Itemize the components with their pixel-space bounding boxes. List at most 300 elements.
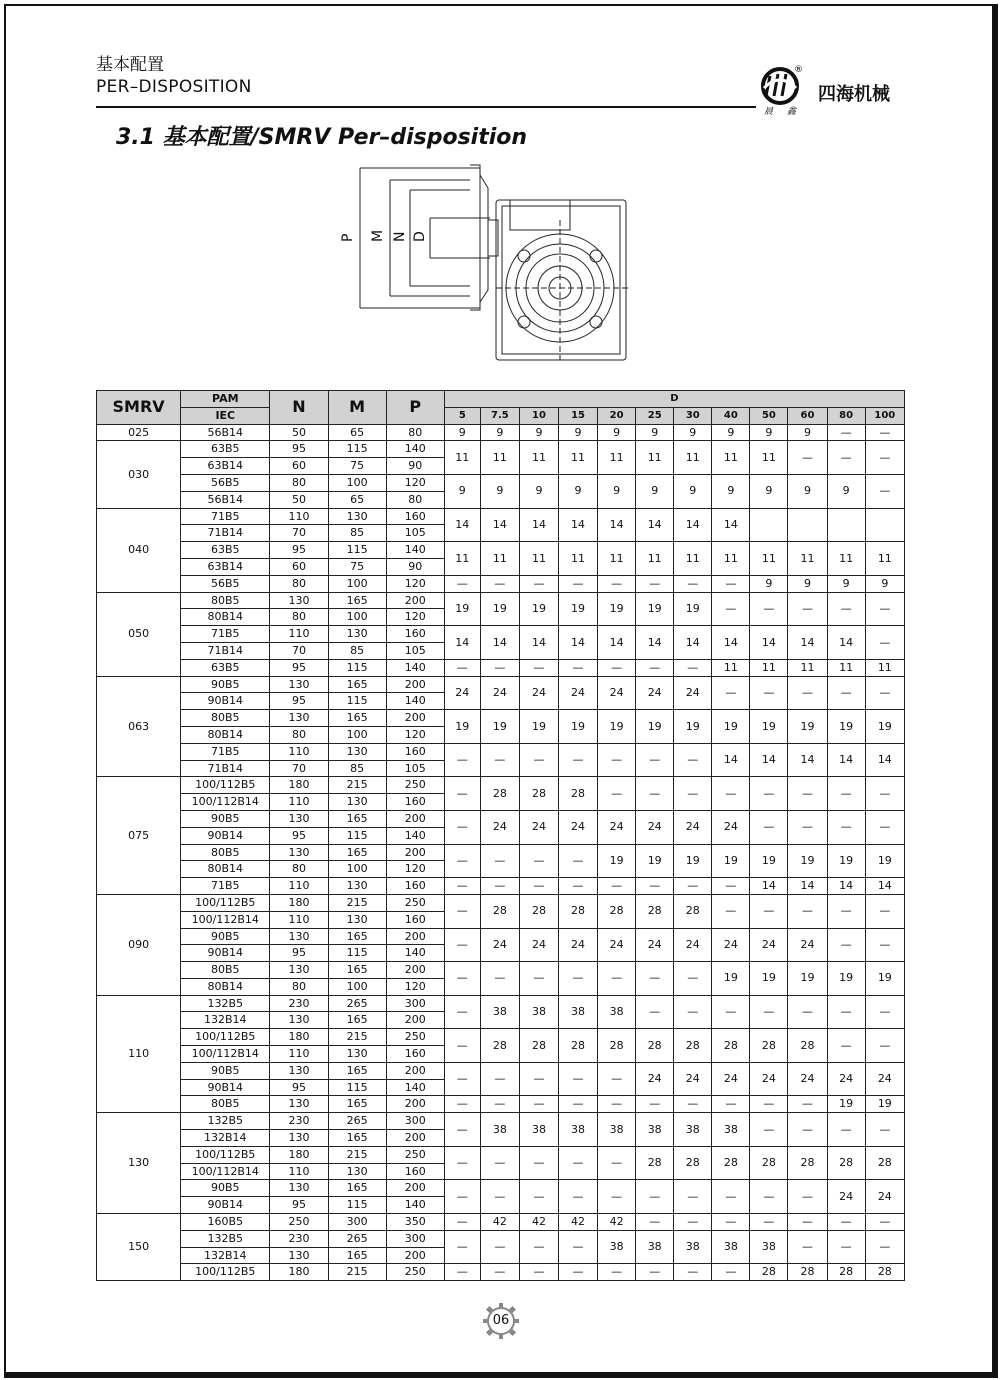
table-row <box>97 1146 905 1163</box>
d-value-cell: — <box>827 777 865 811</box>
d-value-cell: — <box>827 592 865 626</box>
n-cell: 95 <box>270 542 328 559</box>
iec-cell: 100/112B5 <box>181 1264 270 1281</box>
d-value-cell: — <box>788 1214 827 1231</box>
d-value-cell: — <box>712 777 750 811</box>
d-value-cell: 24 <box>674 676 712 710</box>
d-value-cell: — <box>598 743 636 777</box>
d-value-cell: 19 <box>519 710 558 744</box>
d-value-cell: 19 <box>636 844 674 878</box>
p-cell: 160 <box>386 508 444 525</box>
d-value-cell: — <box>559 659 598 676</box>
d-value-cell: — <box>559 962 598 996</box>
d-value-cell: 19 <box>480 710 519 744</box>
p-cell: 120 <box>386 726 444 743</box>
m-cell: 115 <box>328 827 386 844</box>
iec-cell: 90B5 <box>181 1180 270 1197</box>
p-cell: 140 <box>386 441 444 458</box>
d-value-cell: 24 <box>636 1062 674 1096</box>
d-value-cell: — <box>750 592 788 626</box>
n-cell: 130 <box>270 1062 328 1079</box>
iec-cell: 90B5 <box>181 810 270 827</box>
iec-cell: 132B14 <box>181 1130 270 1147</box>
m-cell: 85 <box>328 642 386 659</box>
iec-cell: 90B5 <box>181 928 270 945</box>
d-value-cell: 19 <box>827 710 865 744</box>
d-value-cell: 14 <box>827 743 865 777</box>
d-value-cell: — <box>674 1180 712 1214</box>
d-value-cell: — <box>636 659 674 676</box>
d-value-cell: — <box>598 777 636 811</box>
p-cell: 160 <box>386 794 444 811</box>
p-cell: 120 <box>386 575 444 592</box>
d-value-cell: 28 <box>788 1264 827 1281</box>
d-value-cell: 28 <box>674 1029 712 1063</box>
logo-chars: 晨鑫 <box>764 107 811 117</box>
d-value-cell: 28 <box>674 1146 712 1180</box>
d-value-cell: 38 <box>519 1113 558 1147</box>
d-size-header: 60 <box>788 407 827 424</box>
d-value-cell: — <box>788 995 827 1029</box>
d-size-header: 25 <box>636 407 674 424</box>
d-value-cell: 14 <box>674 626 712 660</box>
d-value-cell: 14 <box>865 743 904 777</box>
n-cell: 70 <box>270 525 328 542</box>
d-value-cell: 19 <box>750 844 788 878</box>
d-value-cell: — <box>444 575 480 592</box>
d-value-cell: — <box>865 676 904 710</box>
d-value-cell: 19 <box>827 1096 865 1113</box>
smrv-size-cell: 030 <box>97 441 181 508</box>
d-value-cell: 24 <box>788 928 827 962</box>
m-cell: 300 <box>328 1214 386 1231</box>
iec-cell: 90B14 <box>181 1079 270 1096</box>
d-value-cell: 28 <box>636 894 674 928</box>
d-value-cell: — <box>827 441 865 475</box>
d-value-cell: — <box>559 1180 598 1214</box>
p-cell: 120 <box>386 978 444 995</box>
d-value-cell: 14 <box>636 508 674 542</box>
n-cell: 95 <box>270 1079 328 1096</box>
d-value-cell: — <box>788 1180 827 1214</box>
n-cell: 80 <box>270 978 328 995</box>
d-value-cell: 19 <box>636 592 674 626</box>
d-value-cell: — <box>559 1096 598 1113</box>
col-header-n: N <box>270 391 328 425</box>
d-value-cell: 42 <box>559 1214 598 1231</box>
d-value-cell: 19 <box>788 710 827 744</box>
n-cell: 110 <box>270 1163 328 1180</box>
d-value-cell: — <box>598 1146 636 1180</box>
d-value-cell: — <box>674 878 712 895</box>
iec-cell: 90B5 <box>181 676 270 693</box>
table-row <box>97 424 905 441</box>
dim-label-d: D <box>412 231 428 242</box>
d-value-cell: — <box>480 1146 519 1180</box>
m-cell: 85 <box>328 760 386 777</box>
d-value-cell: 11 <box>480 542 519 576</box>
d-value-cell: — <box>674 1096 712 1113</box>
d-value-cell: 28 <box>827 1264 865 1281</box>
d-value-cell: — <box>444 1214 480 1231</box>
d-value-cell: — <box>480 1264 519 1281</box>
d-value-cell: 28 <box>788 1029 827 1063</box>
d-value-cell: 9 <box>598 424 636 441</box>
d-value-cell: 19 <box>865 962 904 996</box>
d-value-cell: 11 <box>519 542 558 576</box>
d-value-cell: — <box>712 592 750 626</box>
d-value-cell: — <box>788 1113 827 1147</box>
d-value-cell: 24 <box>519 676 558 710</box>
d-value-cell: — <box>674 575 712 592</box>
n-cell: 50 <box>270 424 328 441</box>
n-cell: 180 <box>270 1146 328 1163</box>
registered-mark: ® <box>794 65 803 75</box>
m-cell: 130 <box>328 1163 386 1180</box>
d-value-cell: 11 <box>559 542 598 576</box>
company-name: 四海机械 <box>818 84 890 105</box>
d-value-cell: 28 <box>559 1029 598 1063</box>
p-cell: 250 <box>386 777 444 794</box>
m-cell: 165 <box>328 1130 386 1147</box>
header-title-en: PER–DISPOSITION <box>96 77 252 97</box>
d-value-cell: 14 <box>480 508 519 542</box>
iec-cell: 63B5 <box>181 659 270 676</box>
m-cell: 215 <box>328 777 386 794</box>
d-value-cell: — <box>788 1230 827 1264</box>
d-value-cell: 28 <box>598 894 636 928</box>
d-value-cell: — <box>865 1113 904 1147</box>
page-number: 06 <box>492 1313 510 1328</box>
d-value-cell: — <box>750 995 788 1029</box>
d-value-cell: — <box>444 1029 480 1063</box>
p-cell: 140 <box>386 693 444 710</box>
table-row <box>97 676 905 693</box>
d-value-cell: — <box>519 1180 558 1214</box>
d-value-cell: 38 <box>598 1230 636 1264</box>
d-value-cell: 19 <box>444 710 480 744</box>
d-value-cell: 11 <box>674 542 712 576</box>
p-cell: 140 <box>386 827 444 844</box>
d-value-cell: — <box>750 894 788 928</box>
d-value-cell: 38 <box>559 995 598 1029</box>
d-value-cell: — <box>827 424 865 441</box>
d-value-cell <box>827 508 865 542</box>
d-value-cell: 14 <box>480 626 519 660</box>
m-cell: 100 <box>328 609 386 626</box>
d-value-cell: — <box>674 962 712 996</box>
table-row <box>97 1264 905 1281</box>
table-row <box>97 878 905 895</box>
d-value-cell: — <box>598 575 636 592</box>
d-value-cell: 11 <box>827 659 865 676</box>
d-value-cell: — <box>480 743 519 777</box>
d-size-header: 50 <box>750 407 788 424</box>
d-value-cell: — <box>636 777 674 811</box>
n-cell: 60 <box>270 558 328 575</box>
d-value-cell: — <box>827 995 865 1029</box>
d-value-cell: 28 <box>865 1146 904 1180</box>
d-value-cell: 14 <box>712 626 750 660</box>
n-cell: 110 <box>270 743 328 760</box>
d-value-cell: 14 <box>444 508 480 542</box>
d-value-cell: 9 <box>636 474 674 508</box>
d-value-cell: — <box>750 810 788 844</box>
d-value-cell: 14 <box>444 626 480 660</box>
p-cell: 200 <box>386 676 444 693</box>
d-value-cell: 28 <box>559 894 598 928</box>
d-value-cell: 24 <box>788 1062 827 1096</box>
d-value-cell: 42 <box>519 1214 558 1231</box>
d-value-cell: — <box>444 810 480 844</box>
per-disposition-table <box>96 390 905 1281</box>
iec-cell: 90B14 <box>181 1197 270 1214</box>
d-value-cell: — <box>559 575 598 592</box>
d-value-cell: 11 <box>636 441 674 475</box>
n-cell: 95 <box>270 693 328 710</box>
d-value-cell: — <box>712 575 750 592</box>
table-row <box>97 542 905 559</box>
iec-cell: 90B14 <box>181 945 270 962</box>
smrv-size-cell: 063 <box>97 676 181 777</box>
p-cell: 200 <box>386 1180 444 1197</box>
d-value-cell: — <box>519 743 558 777</box>
d-value-cell: 24 <box>598 676 636 710</box>
n-cell: 95 <box>270 659 328 676</box>
p-cell: 200 <box>386 1130 444 1147</box>
d-value-cell: — <box>480 962 519 996</box>
iec-cell: 100/112B5 <box>181 894 270 911</box>
table-row <box>97 508 905 525</box>
iec-cell: 71B14 <box>181 760 270 777</box>
d-value-cell: 24 <box>559 810 598 844</box>
d-value-cell: 11 <box>559 441 598 475</box>
m-cell: 75 <box>328 458 386 475</box>
d-value-cell: 24 <box>636 810 674 844</box>
d-value-cell: — <box>750 1180 788 1214</box>
m-cell: 165 <box>328 962 386 979</box>
p-cell: 80 <box>386 424 444 441</box>
d-value-cell: — <box>788 777 827 811</box>
table-row <box>97 810 905 827</box>
iec-cell: 80B5 <box>181 1096 270 1113</box>
iec-cell: 90B14 <box>181 827 270 844</box>
p-cell: 105 <box>386 525 444 542</box>
n-cell: 95 <box>270 441 328 458</box>
d-value-cell: 42 <box>598 1214 636 1231</box>
m-cell: 100 <box>328 726 386 743</box>
n-cell: 130 <box>270 710 328 727</box>
table-row <box>97 995 905 1012</box>
n-cell: 180 <box>270 777 328 794</box>
d-value-cell: 19 <box>865 710 904 744</box>
p-cell: 200 <box>386 1247 444 1264</box>
d-value-cell: 11 <box>712 441 750 475</box>
n-cell: 110 <box>270 1046 328 1063</box>
table-row <box>97 777 905 794</box>
d-value-cell: — <box>788 592 827 626</box>
iec-cell: 80B5 <box>181 592 270 609</box>
d-value-cell: — <box>636 575 674 592</box>
p-cell: 200 <box>386 592 444 609</box>
d-value-cell: 11 <box>444 441 480 475</box>
d-value-cell: — <box>444 962 480 996</box>
m-cell: 165 <box>328 592 386 609</box>
d-value-cell: — <box>444 1113 480 1147</box>
d-value-cell: — <box>827 928 865 962</box>
d-value-cell: 19 <box>636 710 674 744</box>
table-row <box>97 592 905 609</box>
iec-cell: 90B5 <box>181 1062 270 1079</box>
d-value-cell: 38 <box>636 1113 674 1147</box>
col-header-p: P <box>386 391 444 425</box>
d-value-cell: — <box>444 743 480 777</box>
d-value-cell: 38 <box>674 1113 712 1147</box>
d-value-cell: — <box>559 1264 598 1281</box>
d-value-cell: 9 <box>827 474 865 508</box>
d-value-cell: 9 <box>827 575 865 592</box>
d-value-cell: 9 <box>519 424 558 441</box>
d-value-cell: 24 <box>480 676 519 710</box>
p-cell: 200 <box>386 962 444 979</box>
n-cell: 110 <box>270 626 328 643</box>
n-cell: 130 <box>270 810 328 827</box>
m-cell: 265 <box>328 995 386 1012</box>
p-cell: 200 <box>386 810 444 827</box>
n-cell: 130 <box>270 1012 328 1029</box>
d-value-cell: 19 <box>788 844 827 878</box>
d-size-header: 5 <box>444 407 480 424</box>
d-value-cell: 11 <box>865 659 904 676</box>
iec-cell: 80B14 <box>181 861 270 878</box>
d-value-cell: — <box>865 474 904 508</box>
smrv-size-cell: 075 <box>97 777 181 895</box>
m-cell: 75 <box>328 558 386 575</box>
d-value-cell: 9 <box>559 474 598 508</box>
p-cell: 160 <box>386 626 444 643</box>
iec-cell: 90B14 <box>181 693 270 710</box>
m-cell: 165 <box>328 844 386 861</box>
d-value-cell: — <box>827 1029 865 1063</box>
iec-cell: 56B14 <box>181 424 270 441</box>
d-value-cell: — <box>480 659 519 676</box>
d-value-cell: 28 <box>519 894 558 928</box>
p-cell: 200 <box>386 928 444 945</box>
d-value-cell: 28 <box>865 1264 904 1281</box>
d-value-cell: — <box>674 777 712 811</box>
iec-cell: 100/112B14 <box>181 1046 270 1063</box>
d-size-header: 7.5 <box>480 407 519 424</box>
n-cell: 95 <box>270 827 328 844</box>
d-value-cell: 19 <box>827 962 865 996</box>
d-value-cell: — <box>674 1214 712 1231</box>
smrv-size-cell: 050 <box>97 592 181 676</box>
d-value-cell: — <box>519 962 558 996</box>
iec-cell: 63B5 <box>181 441 270 458</box>
d-value-cell: 19 <box>559 710 598 744</box>
d-value-cell: 28 <box>788 1146 827 1180</box>
table-row <box>97 743 905 760</box>
dim-label-p: P <box>340 233 356 242</box>
d-value-cell: 19 <box>598 844 636 878</box>
d-value-cell: — <box>750 676 788 710</box>
d-value-cell: 11 <box>636 542 674 576</box>
d-size-header: 80 <box>827 407 865 424</box>
d-value-cell: 9 <box>636 424 674 441</box>
dim-label-n: N <box>392 231 408 242</box>
d-value-cell: — <box>480 1096 519 1113</box>
m-cell: 115 <box>328 542 386 559</box>
d-value-cell: 14 <box>788 743 827 777</box>
smrv-size-cell: 150 <box>97 1214 181 1281</box>
d-value-cell: 24 <box>674 810 712 844</box>
d-size-header: 100 <box>865 407 904 424</box>
iec-cell: 71B5 <box>181 508 270 525</box>
d-value-cell: 11 <box>750 542 788 576</box>
p-cell: 250 <box>386 1029 444 1046</box>
iec-cell: 71B5 <box>181 626 270 643</box>
m-cell: 100 <box>328 474 386 491</box>
d-value-cell: 14 <box>865 878 904 895</box>
d-value-cell: 38 <box>519 995 558 1029</box>
d-value-cell: 38 <box>480 1113 519 1147</box>
d-value-cell: — <box>598 1264 636 1281</box>
table-row <box>97 1180 905 1197</box>
d-value-cell: 24 <box>559 676 598 710</box>
d-value-cell: — <box>827 1214 865 1231</box>
d-value-cell: 24 <box>598 810 636 844</box>
p-cell: 200 <box>386 1096 444 1113</box>
d-value-cell: 38 <box>598 1113 636 1147</box>
d-value-cell: — <box>444 995 480 1029</box>
iec-cell: 132B14 <box>181 1247 270 1264</box>
d-value-cell: 9 <box>674 424 712 441</box>
p-cell: 80 <box>386 491 444 508</box>
d-value-cell: — <box>865 424 904 441</box>
p-cell: 140 <box>386 945 444 962</box>
d-value-cell: 24 <box>636 676 674 710</box>
p-cell: 350 <box>386 1214 444 1231</box>
iec-cell: 100/112B5 <box>181 1029 270 1046</box>
p-cell: 140 <box>386 659 444 676</box>
d-value-cell: — <box>865 810 904 844</box>
gearbox-drawing <box>330 160 640 370</box>
iec-cell: 80B5 <box>181 844 270 861</box>
d-value-cell: — <box>712 995 750 1029</box>
p-cell: 250 <box>386 894 444 911</box>
d-value-cell: 38 <box>480 995 519 1029</box>
d-value-cell: — <box>712 878 750 895</box>
d-value-cell: 11 <box>788 542 827 576</box>
d-value-cell: 19 <box>865 844 904 878</box>
d-value-cell: — <box>865 995 904 1029</box>
d-value-cell: 14 <box>712 508 750 542</box>
d-value-cell: — <box>865 777 904 811</box>
m-cell: 165 <box>328 676 386 693</box>
table-row <box>97 1062 905 1079</box>
d-value-cell: 11 <box>598 441 636 475</box>
d-value-cell: 28 <box>519 1029 558 1063</box>
p-cell: 140 <box>386 1197 444 1214</box>
d-value-cell: 28 <box>636 1029 674 1063</box>
p-cell: 120 <box>386 474 444 491</box>
d-value-cell: 19 <box>712 844 750 878</box>
d-value-cell: — <box>480 1062 519 1096</box>
d-value-cell: 28 <box>636 1146 674 1180</box>
smrv-size-cell: 040 <box>97 508 181 592</box>
n-cell: 230 <box>270 1113 328 1130</box>
m-cell: 165 <box>328 928 386 945</box>
